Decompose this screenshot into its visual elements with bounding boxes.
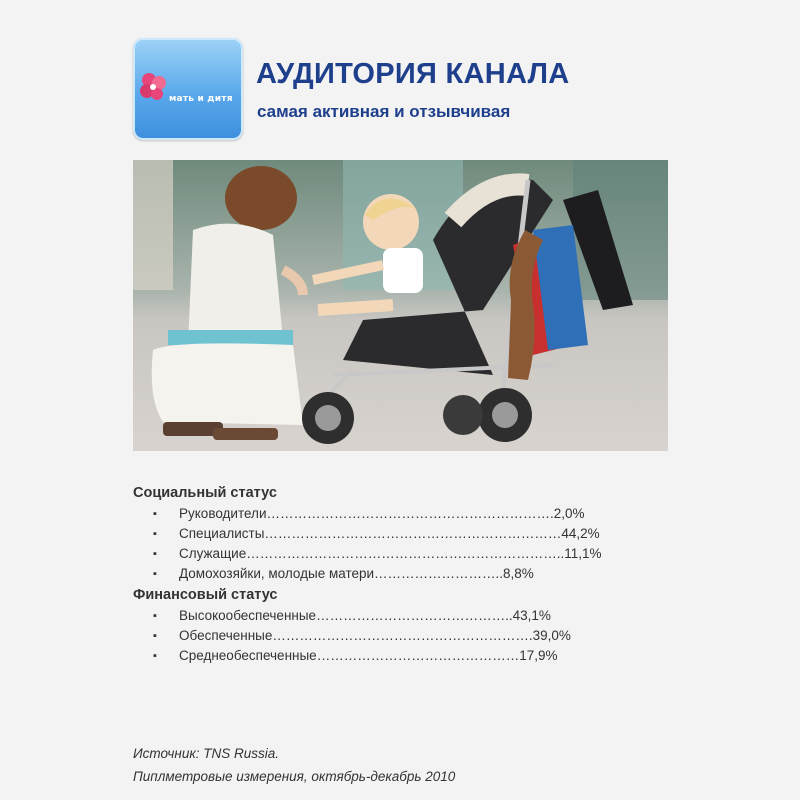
list-item: [133, 646, 673, 666]
page-subtitle: самая активная и отзывчивая: [257, 102, 511, 121]
list-item-text: Домохозяйки, молодые матери………………………..8,8%: [179, 566, 534, 581]
list-item: [133, 626, 673, 646]
flower-icon: [137, 70, 171, 104]
list-item: [133, 564, 673, 584]
bullet-icon: ▪: [153, 650, 157, 662]
social-status-heading: Социальный статус: [133, 485, 277, 501]
bullet-icon: ▪: [153, 630, 157, 642]
list-item-text: Специалисты…………………………………………………………44,2%: [179, 526, 600, 541]
financial-status-heading: Финансовый статус: [133, 587, 278, 603]
bullet-icon: ▪: [153, 548, 157, 560]
audience-stats: [133, 482, 673, 666]
mother-child-stroller-photo: [133, 160, 668, 451]
bullet-icon: ▪: [153, 528, 157, 540]
channel-logo: [133, 38, 243, 140]
list-item-text: Обеспеченные………………………………………………….39,0%: [179, 628, 571, 643]
bullet-icon: ▪: [153, 508, 157, 520]
photo-illustration: [133, 160, 668, 451]
list-item: [133, 544, 673, 564]
list-item-text: Служащие……………………………………………………………..11,1%: [179, 546, 602, 561]
source-line: Источник: TNS Russia.: [133, 746, 279, 761]
list-item: [133, 504, 673, 524]
list-item-text: Высокообеспеченные……………………………………..43,1%: [179, 608, 551, 623]
page-title: АУДИТОРИЯ КАНАЛА: [256, 58, 570, 90]
source-note: [133, 742, 455, 788]
list-item-text: Руководители……………………………………………………….2,0%: [179, 506, 585, 521]
source-line: Пиплметровые измерения, октябрь-декабрь 2010: [133, 769, 456, 784]
list-item-text: Среднеобеспеченные………………………………………17,9%: [179, 648, 558, 663]
bullet-icon: ▪: [153, 568, 157, 580]
list-item: [133, 524, 673, 544]
bullet-icon: ▪: [153, 610, 157, 622]
logo-text: мать и дитя: [169, 94, 233, 104]
list-item: [133, 606, 673, 626]
